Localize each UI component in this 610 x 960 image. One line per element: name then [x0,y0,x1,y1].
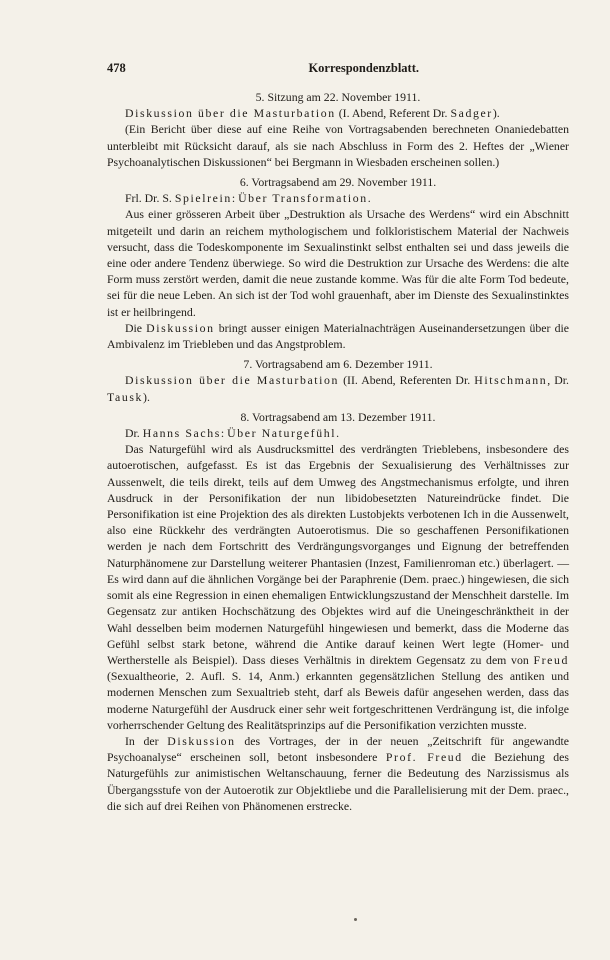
session-6-heading: 6. Vortragsabend am 29. November 1911. [239,175,437,190]
page-header [107,60,569,76]
session-5-topic: Diskussion über die Masturbation (I. Abend, Referent Dr. Sadger). [125,106,500,121]
session-5-note: (Ein Bericht über diese auf eine Reihe von Vortragsabenden berechneten Onaniedebatten unterbleibt mit Rücksicht darauf, als sie nach Abschluss in Form des 2. Heftes der „Wiener Psychoanalytischen Diskussionen“ bei Bergmann in Wiesbaden erscheinen sollen.) [107,122,569,169]
session-5-heading: 5. Sitzung am 22. November 1911. [255,90,421,104]
session-7-heading: 7. Vortragsabend am 6. Dezember 1911. [243,357,433,372]
text-column [107,60,569,814]
session-8-heading: 8. Vortragsabend am 13. Dezember 1911. [240,409,436,424]
session-6-speaker: Frl. Dr. S. Spielrein: Über Transformation. [125,191,373,206]
session-7-topic: Diskussion über die Masturbation (II. Abend, Referenten Dr. Hitschmann, Dr. Tausk). [107,373,569,404]
session-6-body: Aus einer grösseren Arbeit über „Destruktion als Ursache des Werdens“ wird ein Abschnitt mitgeteilt und darin an reichem mythologischem und folkloristischem Material der Nachweis versucht, dass die Todeskomponente im Sexualinstinkt selbst enthalten sei und dass jeweils die eine oder andere Tendenz überwiege. So wird die Destruktion zur Ursache des Werdens: die alte Form muss zerstört werden, damit die neue zustande komme. Was für die alte Form Tod bedeute, sei für die neue Leben. An sich ist der Tod wohl grauenhaft, aber im Dienste des Sexualinstinktes ist er heilbringend. [107,207,569,319]
session-8-body: Das Naturgefühl wird als Ausdrucksmittel des verdrängten Trieblebens, insbesondere des autoerotischen, aufgefasst. Es ist das Ergebnis der Sexualisierung des Verhältnisses zur Aussenwelt, die teils direkt, teils auf dem Umweg des Angstmechanismus erfolgte, und ihren Ausdruck in der Personifikation der nun libidobesetzten Natureindrücke findet. Die Personifikation ist eine Projektion des als direkten Lustobjekts verbotenen Ich in die Aussenwelt, also eine Rückkehr des verdrängten Autoerotismus. Die so geschaffenen Personifikationen werden je nach dem Fortschritt des Verdrängungsvorganges und Eignung der betreffenden Naturphänomene zur Darstellung weiterer Phantasien (Inzest, Familienroman etc.) überlagert. — Es wird dann auf die ähnlichen Vorgänge bei der Paraphrenie (Dem. praec.) hingewiesen, die sich somit als eine Regression in einen ehemaligen Entwicklungszustand der Menschheit darstelle. Im Gegensatz zur antiken Hochschätzung des Objektes wird auf die Uneingeschränktheit in der Wahl desselben beim modernen Naturgefühl hingewiesen und bemerkt, dass die Moderne das Gefühl selbst stark betone, während die Antike darauf keinen Wert legte (Homer- und Wertherstelle als Beispiel). Dass dieses Verhältnis in direktem Gegensatz zu dem von Freud (Sexualtheorie, 2. Aufl. S. 14, Anm.) erkannten gegensätzlichen Stellung des antiken und modernen Menschen zum Sexualtrieb steht, darf als Beweis dafür angesehen werden, dass das moderne Naturgefühl der Ausdruck einer sehr weit fortgeschrittenen Verdrängung ist, die infolge vorherrschender Geltung des Realitätsprinzips auf die Personifikation verzichten musste. [107,442,569,732]
session-8-discussion: In der Diskussion des Vortrages, der in der neuen „Zeitschrift für angewandte Psychoanalyse“ erscheinen soll, betont insbesondere Prof. Freud die Beziehung des Naturgefühls zur animistischen Weltanschauung, ferner die Bedeutung des Narzissismus als Übergangsstufe von der Autoerotik zur Objektliebe und die Parallelisierung mit der Dem. praec., die sich auf drei Reihen von Phänomenen erstrecke. [107,733,569,813]
ink-speck [354,918,357,921]
page-number: 478 [107,61,126,75]
session-6-discussion: Die Diskussion bringt ausser einigen Materialnachträgen Auseinandersetzungen über die Ambivalenz im Triebleben und das Angstproblem. [107,320,569,352]
session-8-speaker: Dr. Hanns Sachs: Über Naturgefühl. [125,426,341,441]
running-title: Korrespondenzblatt. [308,61,419,75]
